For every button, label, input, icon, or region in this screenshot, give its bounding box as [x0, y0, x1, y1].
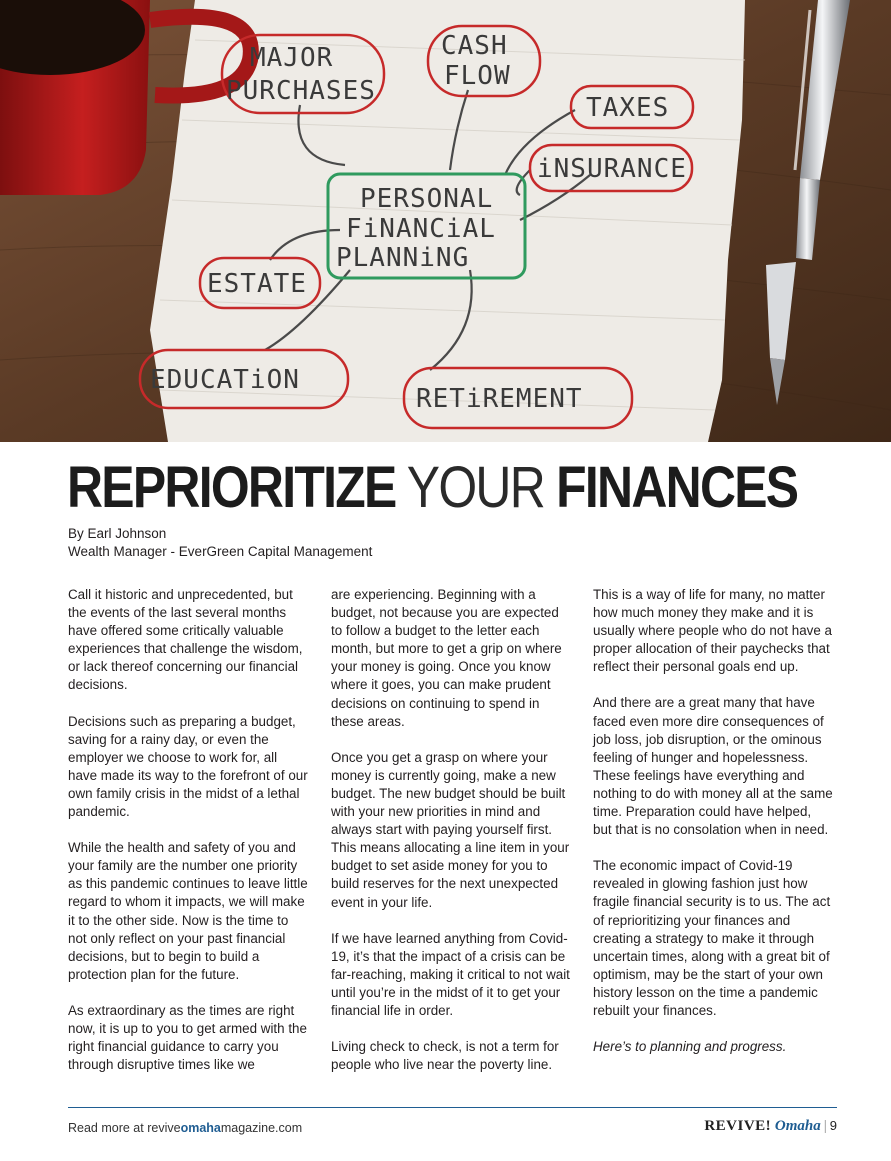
brand-city: Omaha — [774, 1118, 821, 1134]
label-retirement: RETiREMENT — [416, 384, 583, 414]
column-1 — [68, 586, 308, 1092]
title-part-3: FINANCES — [556, 455, 798, 520]
label-flow: FLOW — [444, 61, 511, 91]
label-purchases: PURCHASES — [226, 76, 376, 106]
closing-line: Here’s to planning and progress. — [593, 1039, 787, 1055]
napkin-mind-map-illustration — [0, 0, 891, 442]
label-major: MAJOR — [250, 43, 334, 73]
read-more-link[interactable] — [68, 1121, 302, 1135]
author-name: By Earl Johnson — [68, 526, 167, 541]
label-insurance: iNSURANCE — [537, 154, 687, 184]
paragraph: If we have learned anything from Covid-19, it’s that the impact of a crisis can be far-reaching, making it critical to not wait until you’re in the midst of it to get your financial life in order. — [331, 930, 570, 1018]
page-number: 9 — [829, 1118, 837, 1133]
footer-divider — [68, 1107, 837, 1108]
label-education: EDUCATiON — [150, 365, 300, 395]
label-planning: PLANNiNG — [336, 243, 470, 273]
label-personal: PERSONAL — [360, 184, 494, 214]
column-2 — [331, 586, 571, 1092]
paragraph: Once you get a grasp on where your money is currently going, make a new budget. The new budget should be built with your new priorities in mind and always start with paying yourself first. This means allocating a line item in your budget to set aside money for you to build reserves for the next unexpected event in your life. — [331, 749, 570, 910]
title-part-2: YOUR — [395, 455, 557, 520]
paragraph: Call it historic and unprecedented, but the events of the last several months have offered some critically valuable experiences that challenge the wisdom, or lack thereof concerning our financial decisions. — [68, 587, 303, 693]
paragraph: Decisions such as preparing a budget, saving for a rainy day, or even the employer we choose to work for, all have made its way to the forefront of our own family crisis in the midst of a lethal pandemic. — [68, 713, 308, 820]
paragraph: Living check to check, is not a term for people who live near the poverty line. — [331, 1039, 559, 1073]
footer-brand — [704, 1118, 837, 1135]
paragraph: The economic impact of Covid-19 revealed in glowing fashion just how fragile financial security is to us. The act of reprioritizing your finances and creating a strategy to make it through uncertain times, along with a great bit of optimism, may be the start of your own history lesson on the time a pandemic rebuilt your finances. — [593, 858, 831, 1018]
label-financial: FiNANCiAL — [346, 214, 496, 244]
author-title: Wealth Manager - EverGreen Capital Management — [68, 544, 373, 559]
label-estate: ESTATE — [207, 269, 307, 299]
column-3 — [593, 586, 833, 1074]
paragraph: And there are a great many that have faced even more dire consequences of job loss, job disruption, or the ominous feeling of hunger and hopelessness. These feelings have everything and nothing to do with money all at the same time. Preparation could have helped, but that is no consolation when in need. — [593, 695, 833, 838]
read-more-accent: omaha — [180, 1121, 221, 1135]
paragraph: This is a way of life for many, no matter how much money they make and it is usually where people who do not have a proper allocation of their paychecks that reflect their personal goals end up. — [593, 587, 832, 675]
read-more-suffix: magazine.com — [220, 1121, 303, 1135]
paragraph: are experiencing. Beginning with a budget, not because you are expected to follow a budget to the letter each month, but more to get a grip on where your money is going. Once you know where it goes, you can make prudent decisions on continuing to spend in these areas. — [331, 587, 562, 729]
byline — [68, 525, 372, 561]
separator: | — [823, 1118, 827, 1134]
label-cash: CASH — [441, 31, 508, 61]
label-taxes: TAXES — [586, 93, 670, 123]
paragraph: As extraordinary as the times are right now, it is up to you to get armed with the right financial guidance to carry you through disruptive times like we — [68, 1002, 307, 1073]
hero-photo — [0, 0, 891, 442]
paragraph: While the health and safety of you and your family are the number one priority as this pandemic continues to leave little regard to whom it impacts, we will make it to the other side. Now is the time to not only reflect on your past financial decisions, but to begin to build a protection plan for the future. — [68, 840, 308, 982]
read-more-prefix: Read more at revive — [68, 1121, 181, 1135]
article-title — [67, 452, 797, 524]
brand-name: REVIVE! — [704, 1118, 772, 1134]
title-part-1: REPRIORITIZE — [67, 455, 396, 520]
